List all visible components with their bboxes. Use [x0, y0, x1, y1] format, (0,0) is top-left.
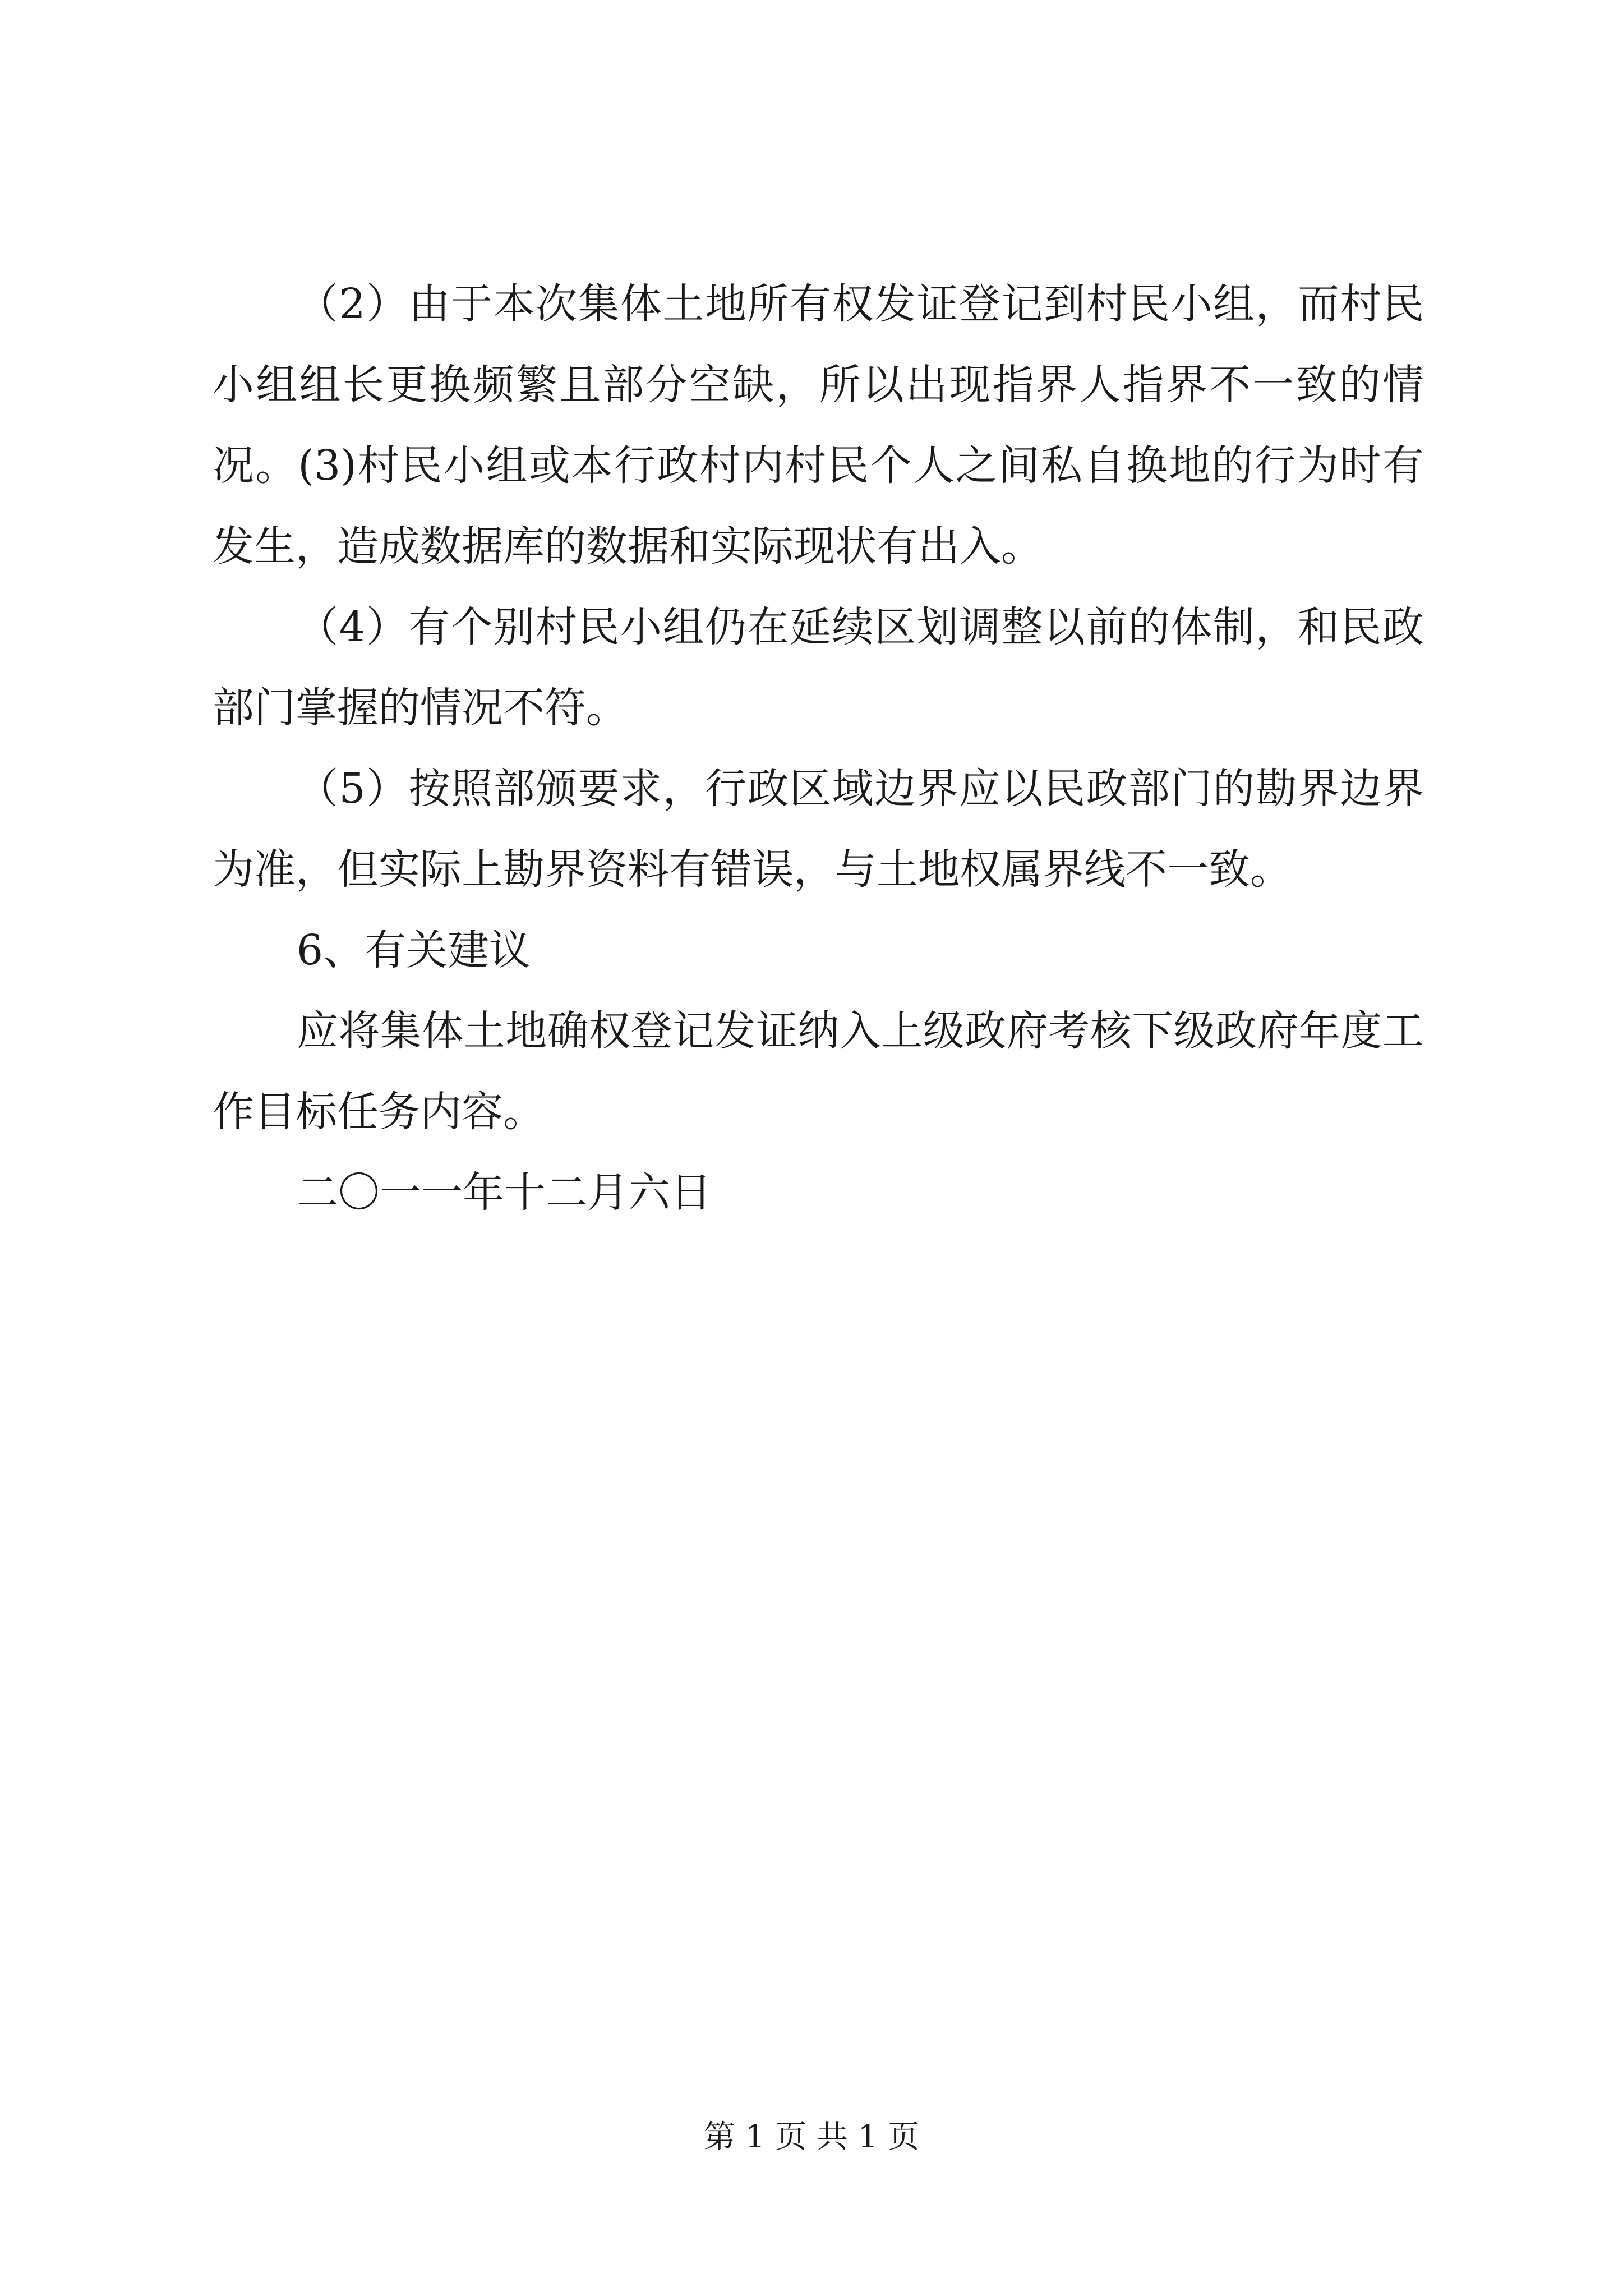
- document-body: [213, 264, 1424, 1233]
- paragraph-item-4: （4）有个别村民小组仍在延续区划调整以前的体制，和民政部门掌握的情况不符。: [213, 603, 1424, 732]
- paragraph-item-5: （5）按照部颁要求，行政区域边界应以民政部门的勘界边界为准，但实际上勘界资料有错误，与土地权属界线不一致。: [213, 765, 1424, 894]
- section-heading-suggestions: 6、有关建议: [297, 926, 531, 974]
- paragraph-item-2: （2）由于本次集体土地所有权发证登记到村民小组，而村民小组组长更换频繁且部分空缺，所以出现指界人指界不一致的情况。(3)村民小组或本行政村内村民个人之间私自换地的行为时有发生，造成数据库的数据和实际现状有出入。: [213, 280, 1424, 570]
- document-date: 二〇一一年十二月六日: [297, 1168, 712, 1217]
- suggestion-paragraph: 应将集体土地确权登记发证纳入上级政府考核下级政府年度工作目标任务内容。: [213, 1007, 1424, 1136]
- page-footer: 第 1 页 共 1 页: [703, 2119, 920, 2155]
